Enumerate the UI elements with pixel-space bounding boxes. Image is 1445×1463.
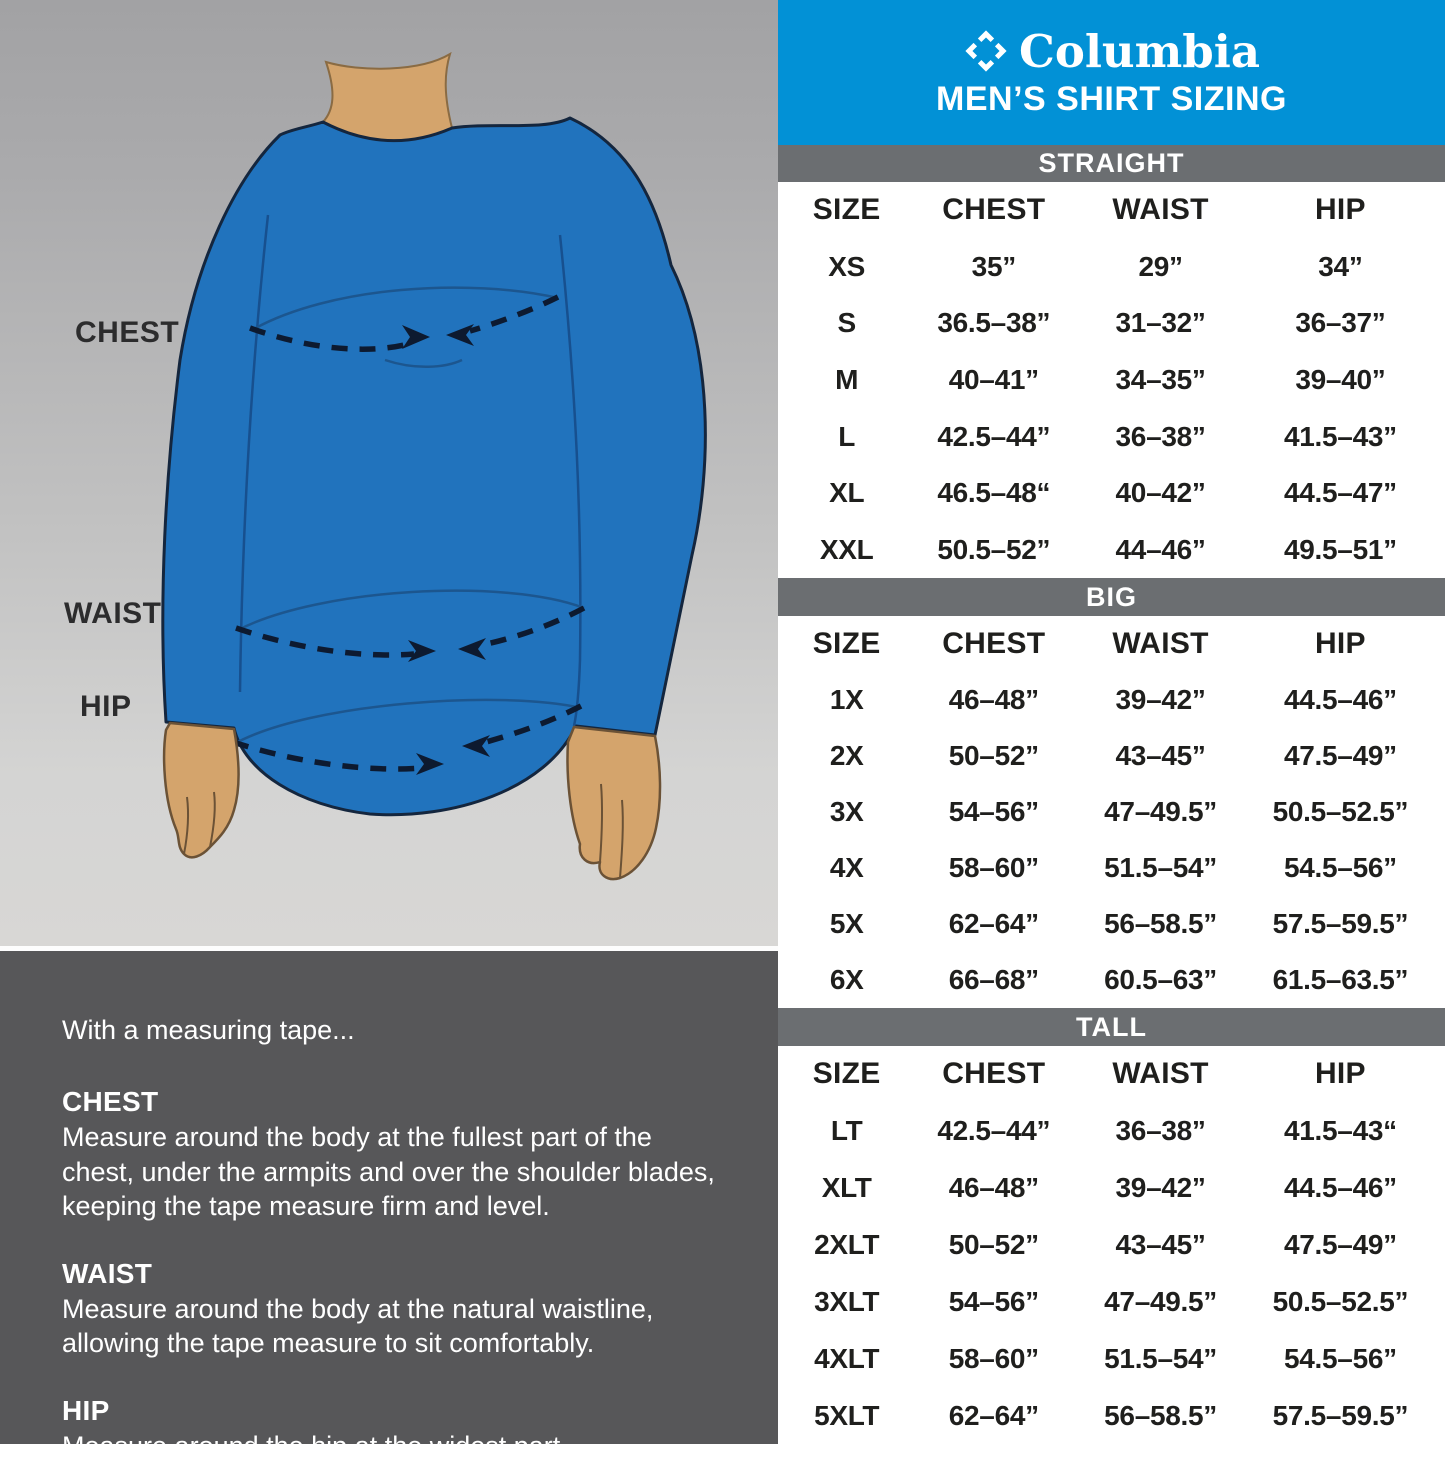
col-header-hip: HIP (1314, 627, 1366, 660)
instruction-heading-waist: WAIST (62, 1257, 153, 1289)
size-cell: M (835, 363, 859, 395)
hip-cell: 47.5–49” (1284, 740, 1397, 771)
chest-cell: 42.5–44” (937, 420, 1051, 452)
size-cell: LT (830, 1115, 863, 1147)
figure-area (0, 0, 778, 946)
shirt-measurement-figure (0, 0, 778, 946)
instruction-heading-hip: HIP (62, 1394, 110, 1426)
hip-cell: 49.5–51” (1284, 533, 1397, 565)
waist-cell: 51.5–54” (1104, 1342, 1217, 1374)
size-cell: XS (828, 250, 866, 282)
figure-label-chest: CHEST (75, 316, 180, 349)
size-cell: 3XLT (814, 1285, 880, 1317)
chest-cell: 66–68” (948, 964, 1039, 995)
hip-cell: 44.5–47” (1284, 477, 1397, 509)
chest-cell: 54–56” (948, 796, 1039, 827)
instruction-chest (62, 1086, 720, 1224)
size-cell: 4X (829, 852, 864, 883)
brand-wordmark: Columbia (1019, 24, 1260, 78)
hip-cell: 34” (1318, 250, 1363, 282)
table-straight (778, 182, 1432, 578)
banner-big: BIG (778, 578, 1445, 616)
instruction-body-chest: Measure around the body at the fullest part of the chest, under the armpits and over the shoulder blades, keeping the tape measure firm and level. (62, 1122, 715, 1222)
figure-label-hip: HIP (80, 690, 132, 723)
waist-cell: 39–42” (1115, 1172, 1206, 1204)
chest-cell: 50–52” (948, 740, 1039, 771)
col-header-hip: HIP (1314, 1057, 1366, 1091)
chest-cell: 36.5–38” (937, 307, 1051, 339)
waist-cell: 43–45” (1115, 1228, 1206, 1260)
banner-tall: TALL (778, 1008, 1445, 1046)
table-big (778, 616, 1432, 1008)
instruction-body-hip: Measure around the hip at the widest part. (62, 1430, 568, 1461)
sizing-panel (778, 0, 1445, 1444)
size-cell: 4XLT (814, 1342, 880, 1374)
col-header-waist: WAIST (1112, 627, 1209, 660)
instruction-heading-chest: CHEST (62, 1086, 159, 1117)
chest-cell: 62–64” (948, 1399, 1039, 1431)
chest-cell: 62–64” (948, 908, 1039, 939)
hip-cell: 57.5–59.5” (1272, 1399, 1409, 1431)
col-header-waist: WAIST (1112, 1057, 1209, 1091)
col-header-size: SIZE (812, 1057, 881, 1091)
hip-cell: 44.5–46” (1284, 1172, 1397, 1204)
col-header-chest: CHEST (942, 627, 1046, 660)
hip-cell: 36–37” (1295, 307, 1386, 339)
size-cell: 6X (829, 964, 864, 995)
size-cell: XXL (819, 533, 874, 565)
chest-cell: 50.5–52” (937, 533, 1051, 565)
panel-title: MEN’S SHIRT SIZING (936, 80, 1287, 118)
banner-straight: STRAIGHT (778, 145, 1445, 182)
instruction-waist (62, 1258, 720, 1361)
col-header-chest: CHEST (942, 193, 1046, 227)
brand-logo (963, 24, 1260, 78)
waist-cell: 60.5–63” (1104, 964, 1217, 995)
size-cell: 5XLT (814, 1399, 880, 1431)
hip-cell: 54.5–56” (1284, 1342, 1397, 1374)
col-header-size: SIZE (812, 627, 881, 660)
size-cell: S (837, 307, 856, 339)
columbia-gem-icon (963, 28, 1009, 74)
instruction-body-waist: Measure around the body at the natural waistline, allowing the tape measure to sit comfortably. (62, 1293, 654, 1359)
waist-cell: 36–38” (1115, 420, 1206, 452)
chest-cell: 46–48” (948, 1172, 1039, 1204)
hip-cell: 54.5–56” (1284, 852, 1397, 883)
brand-header (778, 0, 1445, 145)
chest-cell: 50–52” (948, 1228, 1039, 1260)
col-header-size: SIZE (812, 193, 881, 227)
col-header-waist: WAIST (1112, 193, 1209, 227)
size-cell: 3X (829, 796, 864, 827)
col-header-hip: HIP (1314, 193, 1366, 227)
waist-cell: 34–35” (1115, 363, 1206, 395)
size-cell: XLT (821, 1172, 872, 1204)
waist-cell: 31–32” (1115, 307, 1206, 339)
hip-cell: 47.5–49” (1284, 1228, 1397, 1260)
waist-cell: 39–42” (1115, 684, 1206, 715)
waist-cell: 36–38” (1115, 1115, 1206, 1147)
size-cell: 2X (829, 740, 864, 771)
size-cell: 5X (829, 908, 864, 939)
hip-cell: 39–40” (1295, 363, 1386, 395)
chest-cell: 42.5–44” (937, 1115, 1051, 1147)
size-cell: L (838, 420, 856, 452)
waist-cell: 51.5–54” (1104, 852, 1217, 883)
waist-cell: 47–49.5” (1104, 796, 1217, 827)
instruction-hip (62, 1395, 720, 1463)
waist-cell: 29” (1138, 250, 1183, 282)
chest-cell: 58–60” (948, 1342, 1039, 1374)
hip-cell: 50.5–52.5” (1272, 1285, 1409, 1317)
waist-cell: 44–46” (1115, 533, 1206, 565)
hip-cell: 41.5–43“ (1284, 1115, 1397, 1147)
chest-cell: 46–48” (948, 684, 1039, 715)
hip-cell: 57.5–59.5” (1272, 908, 1409, 939)
waist-cell: 47–49.5” (1104, 1285, 1217, 1317)
instructions-intro: With a measuring tape... (62, 1015, 355, 1045)
size-cell: XL (829, 477, 865, 509)
hip-cell: 61.5–63.5” (1272, 964, 1409, 995)
chest-cell: 40–41” (948, 363, 1039, 395)
figure-label-waist: WAIST (64, 597, 162, 630)
size-cell: 1X (829, 684, 864, 715)
chest-cell: 46.5–48“ (937, 477, 1051, 509)
waist-cell: 56–58.5” (1104, 1399, 1217, 1431)
hip-cell: 50.5–52.5” (1272, 796, 1409, 827)
chest-cell: 54–56” (948, 1285, 1039, 1317)
col-header-chest: CHEST (942, 1057, 1046, 1091)
hip-cell: 44.5–46” (1284, 684, 1397, 715)
hip-cell: 41.5–43” (1284, 420, 1397, 452)
measuring-instructions-panel (0, 946, 778, 1461)
chest-cell: 35” (971, 250, 1016, 282)
table-tall (778, 1046, 1432, 1444)
waist-cell: 56–58.5” (1104, 908, 1217, 939)
waist-cell: 43–45” (1115, 740, 1206, 771)
chest-cell: 58–60” (948, 852, 1039, 883)
waist-cell: 40–42” (1115, 477, 1206, 509)
size-cell: 2XLT (814, 1228, 880, 1260)
